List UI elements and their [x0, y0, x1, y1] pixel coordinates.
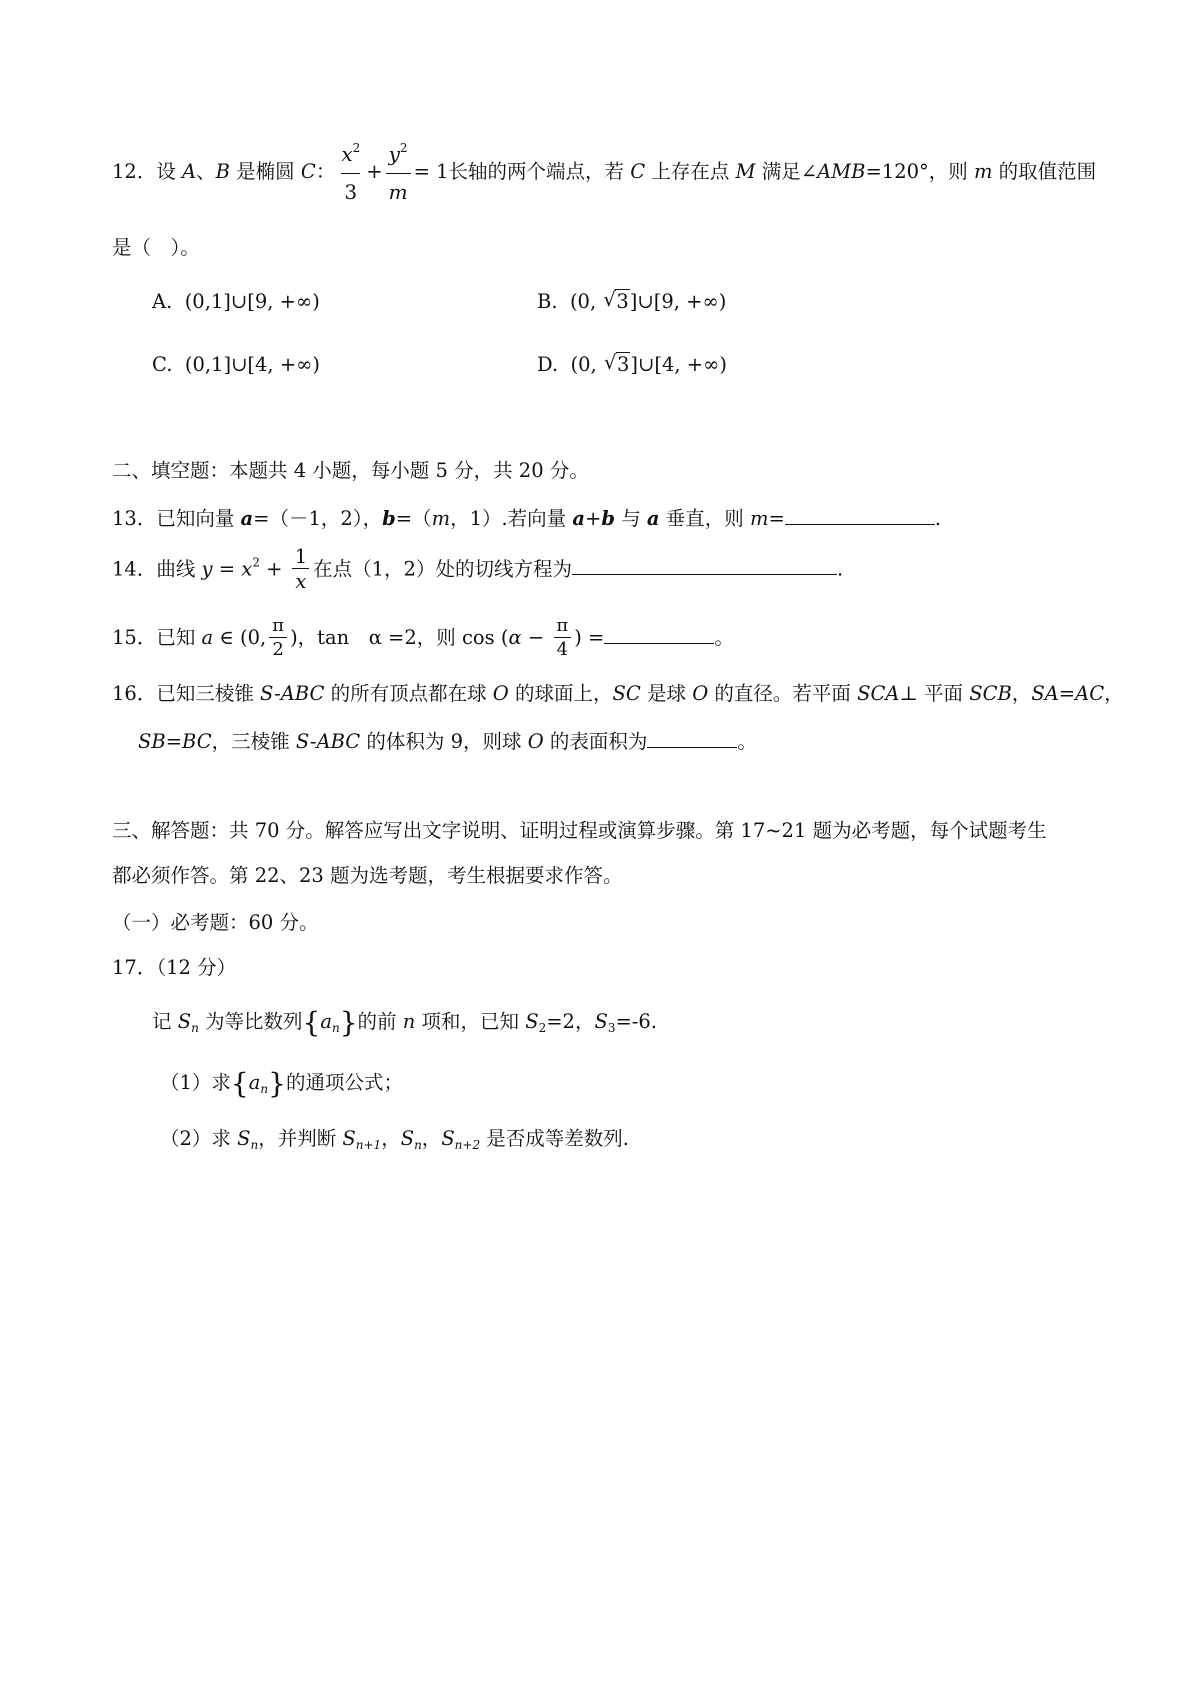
var-S: S	[441, 1127, 455, 1150]
option-value: ]∪[9, +∞)	[629, 290, 727, 313]
q12-option-b[interactable]	[537, 290, 726, 313]
q16-line1	[112, 683, 1124, 705]
q12-frac2-den: m	[386, 173, 411, 203]
q12-fraction-x2-over-3	[338, 142, 363, 203]
var-S: S	[400, 1127, 415, 1150]
subscript: n	[250, 1138, 259, 1152]
q12-option-d[interactable]	[537, 353, 727, 376]
q15-fraction-pi-over-2	[269, 617, 287, 660]
plane-SCA: SCA	[857, 682, 900, 705]
var-m: m	[431, 507, 451, 530]
q15-text: 已知	[156, 625, 202, 649]
q15-text: ) =	[574, 625, 605, 649]
sphere-O: O	[492, 682, 509, 705]
option-value: ]∪[4, +∞)	[630, 353, 727, 376]
plane-SCB: SCB	[969, 682, 1012, 705]
q12-var-B: B	[215, 160, 230, 183]
q17-text: ，	[421, 1127, 442, 1150]
var-alpha: α	[508, 625, 522, 649]
var-m: m	[749, 507, 769, 530]
brace-close: }	[268, 1067, 286, 1100]
sqrt-symbol	[604, 353, 630, 376]
q15-line	[112, 617, 734, 660]
option-label: D.	[537, 353, 559, 376]
q12-text: 、	[196, 160, 216, 183]
q13-text: 已知向量	[156, 507, 241, 530]
q12-text: =120°，则	[865, 160, 974, 183]
brace-close: }	[339, 1006, 358, 1039]
q12-angle-AMB: AMB	[817, 160, 866, 183]
q12-frac1-num: x	[341, 142, 353, 166]
option-value: (0,1]∪[9, +∞)	[184, 290, 320, 313]
q16-text: 的直径。若平面	[708, 682, 858, 705]
q16-number: 16．	[112, 682, 157, 705]
vector-a: a	[240, 507, 254, 530]
subscript: 2	[538, 1021, 547, 1035]
q16-text: 是球	[640, 682, 693, 705]
sphere-O: O	[692, 682, 709, 705]
q12-fraction-y2-over-m	[386, 142, 411, 203]
option-value: (0,	[570, 353, 603, 376]
q12-text: 设	[156, 160, 183, 183]
var-n: n	[402, 1010, 416, 1033]
q17-text: 是否成等差数列.	[480, 1127, 629, 1150]
condition-SB-BC: SB=BC	[138, 730, 212, 753]
q12-line2: 是（ ）。	[112, 236, 200, 259]
condition-SA-AC: SA=AC	[1031, 682, 1105, 705]
option-value: (0,	[569, 290, 603, 313]
frac-den: 2	[269, 637, 286, 660]
section3-subheader: （一）必考题：60 分。	[112, 911, 319, 934]
q12-frac1-den: 3	[341, 173, 360, 203]
frac-den: x	[292, 568, 309, 592]
q14-number: 14．	[112, 557, 157, 581]
var-x: x	[241, 557, 253, 581]
option-label: C.	[152, 353, 173, 376]
subscript: n	[191, 1021, 199, 1035]
var-S: S	[342, 1127, 356, 1150]
q15-text: ∈ (0,	[213, 625, 267, 649]
q12-var-C: C	[300, 160, 316, 183]
q13-text: ，1）.若向量	[450, 507, 573, 530]
q17-number: 17．	[112, 956, 157, 979]
q16-text: ，三棱锥	[211, 730, 296, 753]
var-S: S	[594, 1010, 608, 1033]
q15-end: 。	[714, 625, 734, 649]
q15-number: 15．	[112, 625, 157, 649]
vector-b: b	[601, 507, 615, 530]
q17-text: ，并判断	[258, 1127, 343, 1150]
q17-text: （2）求	[160, 1127, 238, 1150]
q16-text: ，	[1011, 682, 1032, 705]
segment-SC: SC	[612, 682, 641, 705]
q14-end: .	[836, 557, 844, 581]
brace-open: {	[230, 1067, 249, 1100]
q15-fraction-pi-over-4	[553, 617, 571, 660]
q17-text: 的前	[357, 1010, 403, 1033]
q13-text: =	[768, 507, 785, 530]
frac-den: 4	[554, 637, 571, 660]
q13-line	[112, 505, 941, 530]
exponent: 2	[252, 555, 260, 570]
q12-var-A: A	[182, 160, 197, 183]
q12-number: 12．	[112, 160, 157, 183]
q14-answer-blank[interactable]	[572, 555, 837, 575]
q14-text: 曲线	[156, 557, 202, 581]
q17-text: ，	[381, 1127, 401, 1150]
var-alpha: a	[201, 625, 214, 649]
subscript: n+2	[454, 1138, 481, 1152]
q16-line2	[138, 728, 757, 753]
q13-text: =（－1，2），	[253, 507, 383, 530]
q13-text: 与	[615, 507, 647, 530]
q16-text: 的表面积为	[543, 730, 648, 753]
q12-text: 满足∠	[755, 160, 818, 183]
q12-var-M: M	[735, 160, 756, 183]
tetrahedron-SABC: S-ABC	[260, 682, 325, 705]
q16-text: 的体积为 9，则球	[360, 730, 528, 753]
q17-text: 项和，已知	[415, 1010, 526, 1033]
q12-line1	[112, 142, 1096, 203]
q16-text: 的所有顶点都在球	[324, 682, 493, 705]
var-S: S	[177, 1010, 192, 1033]
q16-text: 的球面上，	[508, 682, 613, 705]
q16-text: ，	[1104, 682, 1124, 705]
plus: +	[585, 507, 602, 530]
q13-end: .	[934, 507, 941, 530]
equals: =	[212, 557, 242, 581]
plus: +	[259, 557, 289, 581]
option-value: (0,1]∪[4, +∞)	[184, 353, 321, 376]
q17-part2	[160, 1128, 629, 1153]
q12-text: 长轴的两个端点，若	[448, 160, 631, 183]
q17-text: =-6.	[615, 1010, 657, 1033]
q12-text: 上存在点	[645, 160, 736, 183]
q17-text: （1）求	[160, 1071, 231, 1094]
q16-text: 已知三棱锥	[156, 682, 261, 705]
q15-answer-blank[interactable]	[604, 624, 714, 644]
tetrahedron-SABC: S-ABC	[295, 730, 361, 753]
q17-header	[112, 957, 236, 979]
q12-option-a[interactable]	[152, 290, 320, 313]
section3-line2: 都必须作答。第 22、23 题为选考题，考生根据要求作答。	[112, 864, 623, 887]
var-S: S	[525, 1010, 539, 1033]
q12-frac2-sup: 2	[399, 141, 408, 155]
q12-text: 是椭圆	[229, 160, 301, 183]
sqrt-symbol	[603, 290, 629, 313]
section3-line1: 三、解答题：共 70 分。解答应写出文字说明、证明过程或演算步骤。第 17~21 题为必考题，每个试题考生	[112, 819, 1047, 842]
frac-num: 1	[294, 545, 308, 568]
q12-var-C: C	[630, 160, 646, 183]
subscript: 3	[607, 1021, 616, 1035]
q12-equals: = 1	[413, 160, 449, 183]
q17-text: =2，	[546, 1010, 595, 1033]
var-a: a	[248, 1071, 261, 1094]
q17-stem	[152, 1007, 657, 1039]
sphere-O: O	[527, 730, 544, 753]
q12-var-m: m	[973, 160, 993, 183]
subscript: n	[414, 1138, 422, 1152]
subscript: n	[331, 1021, 340, 1035]
option-label: B.	[537, 290, 558, 313]
brace-open: {	[302, 1006, 321, 1039]
q12-option-c[interactable]	[152, 353, 320, 376]
q12-text: 的取值范围	[992, 160, 1097, 183]
q16-answer-blank[interactable]	[647, 728, 737, 748]
q12-frac1-sup: 2	[352, 141, 361, 155]
q16-text: ⊥ 平面	[899, 682, 970, 705]
q13-answer-blank[interactable]	[785, 505, 935, 525]
q17-score: （12 分）	[156, 956, 237, 979]
q15-text: )，tan α =2，则 cos (	[290, 625, 509, 649]
subscript: n+1	[355, 1138, 382, 1152]
var-y: y	[201, 557, 213, 581]
frac-num: π	[556, 615, 569, 636]
vector-b: b	[382, 507, 396, 530]
q12-text: ：	[315, 160, 336, 183]
vector-a: a	[572, 507, 586, 530]
q17-text: 为等比数列	[198, 1010, 303, 1033]
vector-a: a	[646, 507, 660, 530]
subscript: n	[260, 1082, 269, 1096]
q12-frac2-num: y	[388, 142, 400, 166]
section2-header: 二、填空题：本题共 4 小题，每小题 5 分，共 20 分。	[112, 459, 589, 482]
var-S: S	[237, 1127, 251, 1150]
q12-plus: +	[366, 160, 383, 183]
q17-part1	[160, 1068, 403, 1100]
frac-num: π	[272, 615, 285, 636]
sqrt-radicand: 3	[616, 353, 630, 376]
var-a: a	[320, 1010, 332, 1033]
q13-number: 13．	[112, 507, 157, 530]
q17-text: 记	[152, 1010, 178, 1033]
q17-text: 的通项公式；	[285, 1071, 403, 1094]
q14-fraction-1-over-x	[292, 547, 310, 593]
q14-text: 在点（1，2）处的切线方程为	[313, 557, 572, 581]
q13-text: 垂直，则	[659, 507, 750, 530]
option-label: A.	[152, 290, 173, 313]
q13-text: =（	[395, 507, 432, 530]
q16-end: 。	[737, 730, 757, 753]
q14-line	[112, 547, 843, 593]
minus: −	[521, 625, 551, 649]
sqrt-radicand: 3	[616, 290, 629, 313]
